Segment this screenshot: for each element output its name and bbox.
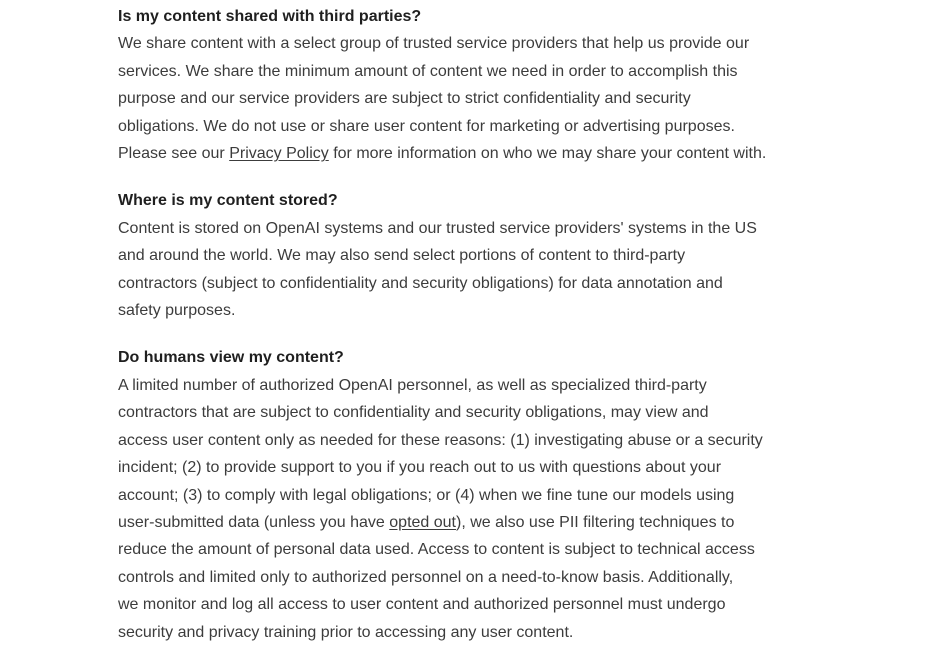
faq-answer-line: safety purposes.	[118, 302, 236, 320]
faq-answer-line: and around the world. We may also send select portions of content to third-party	[118, 247, 686, 265]
faq-answer-line: incident; (2) to provide support to you if you reach out to us with questions about your	[118, 459, 722, 477]
faq-answer-line: purpose and our service providers are subject to strict confidentiality and security	[118, 90, 691, 108]
faq-answer-line: contractors (subject to confidentiality and security obligations) for data annotation and	[118, 274, 723, 292]
faq-answer-line: account; (3) to comply with legal obligations; or (4) when we fine tune our models using	[118, 486, 735, 504]
faq-answer-line-with-link	[118, 140, 878, 167]
faq-question: Where is my content stored?	[118, 192, 338, 210]
faq-answer-line: A limited number of authorized OpenAI personnel, as well as specialized third-party	[118, 376, 707, 394]
opted-out-link[interactable]: opted out	[389, 513, 456, 531]
privacy-policy-link[interactable]: Privacy Policy	[229, 145, 329, 163]
faq-answer-line: We share content with a select group of trusted service providers that help us provide our	[118, 35, 750, 53]
faq-answer-line: access user content only as needed for these reasons: (1) investigating abuse or a security	[118, 431, 763, 449]
faq-content	[118, 3, 878, 666]
faq-answer-line: security and privacy training prior to accessing any user content.	[118, 623, 574, 641]
faq-question: Is my content shared with third parties?	[118, 8, 422, 25]
faq-answer-line: Content is stored on OpenAI systems and our trusted service providers' systems in the US	[118, 219, 757, 237]
faq-answer-text: ), we also use PII filtering techniques to	[456, 513, 735, 531]
faq-answer-line: reduce the amount of personal data used. Access to content is subject to technical access	[118, 541, 755, 559]
faq-answer-line: we monitor and log all access to user content and authorized personnel must undergo	[118, 596, 726, 614]
faq-answer-line-with-link	[118, 509, 878, 536]
faq-section-human-review	[118, 344, 878, 645]
faq-question: Do humans view my content?	[118, 349, 344, 367]
faq-answer-line: contractors that are subject to confidentiality and security obligations, may view and	[118, 404, 709, 422]
faq-answer-text: Please see our	[118, 145, 230, 163]
faq-answer-text: for more information on who we may share your content with.	[328, 145, 767, 163]
faq-answer-line: services. We share the minimum amount of content we need in order to accomplish this	[118, 62, 738, 80]
faq-answer-line: controls and limited only to authorized personnel on a need-to-know basis. Additionally,	[118, 568, 734, 586]
faq-answer-line: obligations. We do not use or share user content for marketing or advertising purposes.	[118, 117, 735, 135]
faq-section-storage	[118, 187, 878, 324]
faq-answer-text: user-submitted data (unless you have	[118, 513, 390, 531]
faq-section-third-parties	[118, 3, 878, 167]
